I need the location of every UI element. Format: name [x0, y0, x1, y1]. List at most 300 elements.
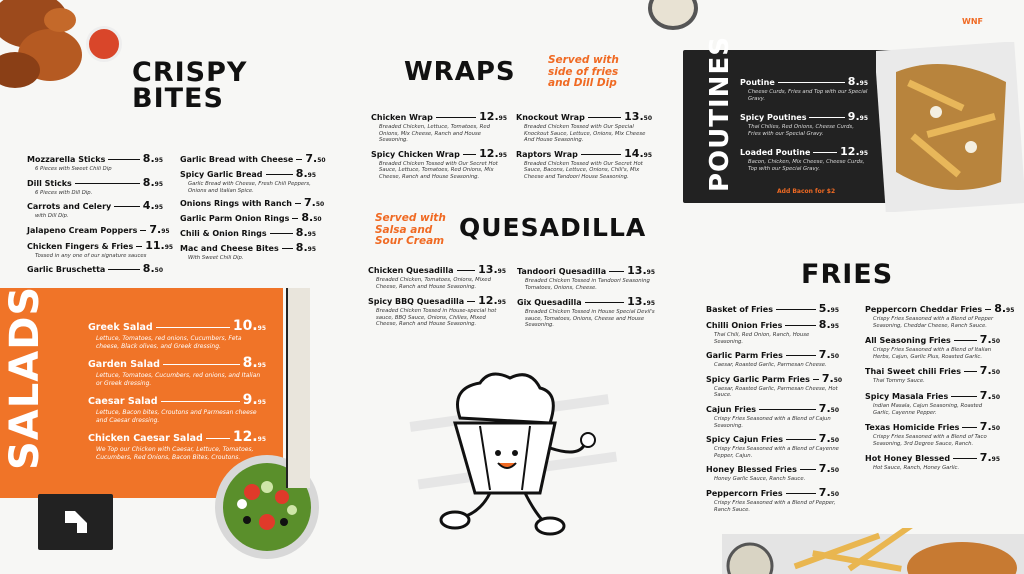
- menu-item-raptors-wrap: [516, 147, 652, 181]
- price-dollars: 13.: [624, 110, 644, 123]
- price-cents: 95: [257, 436, 266, 443]
- price-dollars: 7.: [979, 389, 992, 403]
- leader-line: [282, 248, 293, 249]
- crispy-title-line2: BITES: [132, 82, 224, 114]
- add-bacon-note: Add Bacon for $2: [777, 188, 836, 195]
- menu-item-price: [296, 241, 316, 254]
- menu-item-name: Greek Salad: [88, 322, 153, 333]
- menu-item-description: We Top our Chicken with Caesar, Lettuce, Tomatoes, Cucumbers, Red Onions, Bacon Bites, Croutons.: [96, 446, 254, 461]
- leader-line: [609, 271, 624, 272]
- menu-item-name: Loaded Poutine: [740, 148, 811, 158]
- fries-title: FRIES: [801, 259, 894, 290]
- price-dollars: 12.: [478, 294, 498, 308]
- price-cents: 50: [991, 338, 1000, 346]
- menu-item-name: Jalapeno Cream Poppers: [27, 225, 138, 235]
- leader-line: [985, 309, 991, 310]
- price-dollars: 9.: [847, 110, 860, 124]
- leader-line: [163, 364, 240, 365]
- price-dollars: 8.: [242, 355, 258, 371]
- menu-item-poutine: [740, 75, 868, 102]
- menu-item-loaded-poutine: [740, 145, 868, 172]
- leader-line: [954, 340, 977, 341]
- menu-item-peppercorn-fries: [706, 486, 839, 513]
- menu-item-price: [848, 75, 868, 88]
- menu-item-all-seasoning-fries: [865, 333, 1000, 360]
- menu-item-onions-rings-with-ranch: [180, 196, 325, 210]
- menu-item-row: [27, 222, 170, 236]
- price-dollars: 4.: [142, 199, 155, 213]
- menu-item-name: Garden Salad: [88, 359, 160, 370]
- leader-line: [436, 117, 476, 118]
- price-cents: 95: [307, 172, 316, 179]
- quesadilla-right-list: [517, 264, 655, 333]
- salads-list: [88, 318, 266, 466]
- menu-item-name: Mac and Cheese Bites: [180, 244, 279, 254]
- poutines-title: POUTINES: [705, 36, 735, 192]
- menu-item-description: Lettuce, Tomatoes, Cucumbers, red onions, and Italian or Greek dressing.: [96, 372, 261, 387]
- menu-item-name: Peppercorn Fries: [706, 489, 783, 499]
- menu-item-row: [865, 420, 1000, 433]
- menu-item-description: Crispy Fries Seasoned with a Blend of Pepper Seasoning, Cheddar Cheese, Ranch Sauce.: [873, 316, 994, 329]
- menu-item-description: Breaded Chicken Tossed in House Special Devil's sauce, Tomatoes, Onions, Cheese and House Seasoning.: [525, 309, 655, 329]
- leader-line: [813, 379, 819, 380]
- leader-line: [962, 427, 976, 428]
- menu-item-price: [822, 372, 842, 385]
- menu-item-name: Texas Homicide Fries: [865, 423, 960, 433]
- leader-line: [813, 152, 837, 153]
- menu-item-garlic-bruschetta: [27, 262, 163, 275]
- menu-item-name: Spicy Chicken Wrap: [371, 149, 460, 159]
- menu-item-description: Crispy Fries Seasoned with a Blend of Italian Herbs, Cajun, Garlic Plus, Roasted Garlic.: [873, 347, 992, 360]
- price-dollars: 7.: [818, 402, 831, 416]
- menu-item-row: [27, 238, 174, 252]
- price-cents: 50: [830, 437, 839, 445]
- menu-item-name: Chicken Quesadilla: [368, 266, 454, 275]
- menu-item-spicy-garlic-parm-fries: [706, 371, 843, 399]
- menu-item-row: [740, 110, 868, 123]
- menu-item-description: Thai Tommy Sauce.: [873, 378, 925, 385]
- menu-item-row: [740, 145, 868, 158]
- menu-item-caesar-salad: [88, 392, 266, 424]
- menu-item-name: Carrots and Celery: [27, 202, 112, 212]
- menu-item-row: [371, 110, 507, 123]
- menu-item-price: [143, 152, 163, 165]
- menu-item-name: Spicy Masala Fries: [865, 392, 949, 402]
- price-dollars: 8.: [295, 226, 308, 240]
- price-cents: 95: [497, 268, 506, 275]
- menu-item-description: Breaded Chicken Tossed with Our Special Knockout Sauce, Lettuce, Onions, Mix Cheese And House Seasoning.: [524, 124, 646, 144]
- menu-item-description: Crispy Fries Seasoned with a Blend of Pepper, Ranch Sauce.: [714, 500, 836, 513]
- menu-item-greek-salad: [88, 318, 266, 350]
- menu-item-honey-blessed-fries: [706, 462, 839, 483]
- menu-item-row: [180, 211, 322, 225]
- menu-item-name: Chicken Fingers & Fries: [27, 241, 134, 251]
- menu-item-description: Breaded Chicken Tossed with Our Secret Hot Sauce, Lettuce, Tomatoes, Red Onions, Mix Cheese, Ranch and House Seasoning.: [379, 160, 498, 181]
- menu-item-row: [706, 486, 839, 499]
- dip-bowl-top-image: [648, 0, 698, 30]
- menu-item-row: [27, 152, 163, 165]
- wraps-left-list: [371, 110, 507, 184]
- menu-item-chicken-quesadilla: [368, 263, 506, 290]
- menu-item-description: Thai Chilies, Red Onions, Cheese Curds, Fries with our Special Gravy.: [748, 124, 854, 137]
- price-cents: 50: [991, 369, 1000, 377]
- menu-item-row: [88, 318, 266, 334]
- menu-item-price: [478, 263, 506, 276]
- menu-item-price: [479, 147, 507, 160]
- leader-line: [75, 183, 140, 184]
- menu-item-price: [819, 318, 839, 331]
- price-cents: 95: [646, 269, 655, 276]
- price-cents: 95: [154, 180, 163, 188]
- menu-item-chilli-onion-fries: [706, 318, 839, 345]
- price-dollars: 11.: [145, 238, 165, 252]
- price-cents: 95: [643, 151, 652, 159]
- menu-item-row: [740, 75, 868, 88]
- price-dollars: 8.: [847, 75, 860, 88]
- price-dollars: 8.: [142, 175, 155, 189]
- menu-item-price: [980, 451, 1000, 464]
- leader-line: [951, 396, 977, 397]
- leader-line: [786, 439, 816, 440]
- menu-item-price: [624, 147, 652, 160]
- wraps-title: WRAPS: [404, 57, 516, 87]
- menu-item-description: Breaded Chicken Tossed in Tandoori Seasoning Tomatoes, Onions, Cheese.: [525, 278, 650, 291]
- leader-line: [786, 493, 816, 494]
- menu-item-name: Spicy Poutines: [740, 113, 807, 123]
- price-dollars: 8.: [994, 302, 1007, 315]
- leader-line: [463, 154, 476, 155]
- price-cents: 50: [317, 157, 326, 164]
- menu-item-spicy-masala-fries: [865, 389, 1000, 416]
- price-dollars: 7.: [818, 348, 831, 362]
- price-cents: 50: [991, 394, 1000, 402]
- menu-item-dill-sticks: [27, 176, 163, 197]
- leader-line: [108, 269, 139, 270]
- price-cents: 95: [498, 115, 507, 122]
- menu-item-row: [180, 152, 326, 165]
- price-cents: 50: [833, 376, 843, 384]
- menu-item-basket-of-fries: [706, 302, 839, 315]
- leader-line: [270, 233, 293, 234]
- price-dollars: 8.: [142, 262, 155, 276]
- price-cents: 95: [164, 243, 174, 251]
- menu-item-price: [840, 145, 868, 158]
- menu-item-price: [305, 152, 325, 165]
- menu-item-row: [368, 263, 506, 276]
- menu-item-price: [243, 392, 266, 408]
- leader-line: [759, 409, 816, 410]
- menu-item-description: Bacon, Chicken, Mix Cheese, Cheese Curds, Top with our Special Gravy.: [748, 159, 865, 173]
- menu-item-name: All Seasoning Fries: [865, 336, 951, 346]
- price-cents: 50: [991, 425, 1000, 433]
- leader-line: [296, 159, 302, 160]
- brand-app-icon: [38, 494, 113, 550]
- price-dollars: 7.: [979, 333, 992, 347]
- price-cents: 95: [646, 300, 655, 308]
- menu-item-price: [304, 196, 324, 209]
- price-cents: 95: [307, 231, 316, 239]
- menu-item-name: Onions Rings with Ranch: [180, 199, 292, 209]
- menu-item-price: [143, 262, 163, 275]
- menu-item-row: [27, 262, 163, 275]
- price-cents: 95: [257, 325, 266, 332]
- price-cents: 50: [643, 115, 652, 122]
- dip-sauce-image: [86, 26, 122, 62]
- price-cents: 95: [161, 227, 170, 235]
- wraps-note: Served with side of fries and Dill Dip: [548, 54, 619, 90]
- menu-item-row: [180, 196, 325, 210]
- menu-item-carrots-and-celery: [27, 199, 163, 220]
- menu-item-price: [819, 302, 839, 315]
- menu-item-name: Knockout Wrap: [516, 113, 585, 122]
- menu-item-name: Basket of Fries: [706, 305, 773, 314]
- menu-item-description: Breaded Chicken Tossed in House-special hot sauce, BBQ Sauce, Onions, Chilies, Mixed Cheese, Ranch and House Seasoning.: [376, 308, 497, 328]
- menu-item-description: Crispy Fries Seasoned with a Blend of Cajun Seasoning.: [714, 416, 831, 429]
- price-dollars: 12.: [840, 145, 860, 159]
- menu-item-price: [980, 389, 1000, 402]
- menu-item-name: Mozzarella Sticks: [27, 155, 106, 164]
- menu-item-description: Breaded Chicken, Lettuce, Tomatoes, Red Onions, Mix Cheese, Ranch and House Seasoning.: [379, 124, 490, 144]
- menu-item-name: Garlic Bruschetta: [27, 265, 106, 275]
- menu-item-chicken-wrap: [371, 110, 507, 144]
- crispy-left-list: [27, 152, 174, 278]
- menu-item-tandoori-quesadilla: [517, 264, 655, 291]
- menu-item-row: [706, 318, 839, 331]
- menu-item-spicy-garlic-bread: [180, 167, 316, 194]
- poutine-plate-image: [876, 42, 1024, 212]
- menu-item-price: [301, 211, 321, 224]
- menu-item-price: [627, 264, 655, 277]
- menu-item-name: Spicy Garlic Bread: [180, 170, 263, 179]
- leader-line: [467, 301, 475, 302]
- menu-item-row: [865, 451, 1000, 464]
- price-dollars: 7.: [979, 364, 992, 378]
- leader-line: [136, 246, 142, 247]
- menu-item-cajun-fries: [706, 402, 839, 429]
- menu-item-description: Breaded Chicken, Tomatoes, Onions, Mixed Cheese, Ranch and House Seasoning.: [376, 277, 491, 290]
- menu-item-row: [706, 402, 839, 415]
- menu-item-chili-onion-rings: [180, 226, 316, 239]
- menu-item-price: [296, 226, 316, 239]
- price-cents: 95: [257, 399, 266, 406]
- poutines-list: [740, 75, 868, 181]
- menu-item-row: [516, 110, 652, 123]
- menu-item-row: [865, 389, 1000, 402]
- price-dollars: 7.: [149, 222, 162, 236]
- menu-item-row: [27, 199, 163, 212]
- menu-item-name: Spicy Garlic Parm Fries: [706, 374, 810, 384]
- leader-line: [786, 355, 816, 356]
- menu-item-spicy-cajun-fries: [706, 432, 839, 459]
- menu-item-name: Gix Quesadilla: [517, 298, 582, 308]
- price-dollars: 7.: [305, 152, 318, 165]
- menu-item-row: [706, 432, 839, 445]
- menu-item-row: [865, 302, 1015, 315]
- menu-item-price: [819, 462, 839, 475]
- price-cents: 50: [154, 267, 163, 275]
- price-cents: 95: [154, 204, 163, 212]
- menu-item-row: [371, 147, 507, 160]
- price-cents: 95: [307, 246, 316, 254]
- menu-item-row: [88, 392, 266, 408]
- menu-item-name: Cajun Fries: [706, 405, 757, 415]
- wraps-right-list: [516, 110, 652, 184]
- price-dollars: 8.: [142, 152, 155, 165]
- menu-item-garlic-parm-fries: [706, 348, 839, 369]
- menu-item-spicy-chicken-wrap: [371, 147, 507, 181]
- price-dollars: 8.: [295, 167, 308, 180]
- menu-item-price: [819, 402, 839, 415]
- menu-item-price: [819, 486, 839, 499]
- menu-item-price: [233, 429, 266, 445]
- price-dollars: 7.: [818, 432, 831, 446]
- price-dollars: 13.: [478, 263, 498, 276]
- leader-line: [206, 438, 230, 439]
- leader-line: [292, 218, 298, 219]
- menu-item-name: Tandoori Quesadilla: [517, 267, 607, 276]
- menu-item-garlic-parm-onion-rings: [180, 211, 322, 225]
- chicken-mascot-image: [420, 368, 600, 538]
- menu-item-name: Chilli Onion Fries: [706, 321, 783, 330]
- price-dollars: 7.: [818, 462, 831, 476]
- leader-line: [457, 270, 476, 271]
- leader-line: [964, 371, 977, 372]
- menu-item-thai-sweet-chili-fries: [865, 364, 1000, 385]
- price-cents: 50: [830, 491, 839, 499]
- leader-line: [114, 206, 140, 207]
- menu-item-texas-homicide-fries: [865, 420, 1000, 447]
- price-dollars: 12.: [479, 110, 499, 123]
- menu-item-row: [180, 226, 316, 239]
- menu-item-row: [180, 241, 316, 254]
- leader-line: [140, 230, 146, 231]
- price-cents: 95: [830, 323, 839, 330]
- price-cents: 95: [1006, 307, 1015, 314]
- menu-item-hot-honey-blessed: [865, 451, 1000, 472]
- price-dollars: 8.: [301, 211, 314, 225]
- menu-item-description: Tossed in any one of our signature sauces: [35, 252, 147, 259]
- menu-item-description: with Dill Dip.: [35, 213, 69, 220]
- menu-item-price: [478, 294, 506, 307]
- menu-item-name: Chicken Caesar Salad: [88, 433, 203, 444]
- menu-item-name: Poutine: [740, 78, 775, 87]
- price-cents: 95: [859, 115, 868, 123]
- fries-right-list: [865, 302, 1015, 476]
- menu-item-name: Peppercorn Cheddar Fries: [865, 305, 983, 314]
- price-dollars: 13.: [627, 264, 647, 277]
- price-dollars: 13.: [627, 295, 647, 309]
- menu-item-price: [233, 318, 266, 334]
- menu-item-name: Spicy BBQ Quesadilla: [368, 297, 465, 307]
- crispy-title-line1: CRISPY: [132, 57, 248, 88]
- salads-title: SALADS: [2, 285, 48, 470]
- menu-item-name: Honey Blessed Fries: [706, 465, 797, 475]
- menu-item-description: Crispy Fries Seasoned with a Blend of Taco Seasoning, 3rd Degree Sauce, Ranch.: [873, 434, 987, 447]
- menu-item-description: Lettuce, Tomatoes, red onions, Cucumbers, Feta cheese, Black olives, and Greek dressing.: [96, 335, 242, 350]
- menu-item-name: Garlic Parm Onion Rings: [180, 214, 290, 224]
- crispy-title: [132, 57, 248, 114]
- menu-item-chicken-fingers-fries: [27, 238, 174, 260]
- menu-item-price: [143, 199, 163, 212]
- menu-item-row: [517, 264, 655, 277]
- menu-item-description: Caesar, Roasted Garlic, Parmesan Cheese, Hot Sauce.: [714, 385, 838, 399]
- menu-item-description: Crispy Fries Seasoned with a Blend of Cayenne Pepper, Cajun.: [714, 446, 839, 459]
- price-cents: 95: [859, 80, 868, 87]
- leader-line: [776, 309, 816, 310]
- menu-item-description: Caesar, Roasted Garlic, Parmesan Cheese.: [714, 362, 827, 369]
- price-cents: 95: [497, 299, 506, 307]
- chicken-wings-image: [0, 0, 95, 100]
- menu-item-description: Thai Chili, Red Onion, Ranch, House Seasoning.: [714, 332, 810, 345]
- leader-line: [581, 154, 621, 155]
- menu-item-name: Thai Sweet chili Fries: [865, 367, 961, 377]
- price-cents: 95: [859, 150, 868, 158]
- menu-item-mac-and-cheese-bites: [180, 241, 316, 262]
- price-dollars: 8.: [295, 241, 308, 255]
- menu-item-name: Raptors Wrap: [516, 149, 578, 159]
- menu-item-knockout-wrap: [516, 110, 652, 144]
- price-cents: 50: [830, 353, 839, 361]
- menu-item-spicy-poutines: [740, 110, 868, 137]
- leader-line: [588, 117, 621, 118]
- menu-item-name: Caesar Salad: [88, 396, 158, 407]
- menu-item-row: [706, 348, 839, 361]
- price-cents: 95: [498, 151, 507, 159]
- menu-item-price: [980, 364, 1000, 377]
- price-dollars: 12.: [479, 146, 499, 160]
- price-cents: 50: [830, 407, 839, 415]
- leader-line: [800, 469, 816, 470]
- brand-logo-text: WNF: [962, 17, 983, 26]
- menu-item-name: Garlic Parm Fries: [706, 351, 783, 361]
- menu-item-row: [180, 167, 316, 180]
- menu-item-price: [243, 355, 266, 371]
- menu-item-name: Hot Honey Blessed: [865, 454, 951, 464]
- quesadilla-title: QUESADILLA: [459, 213, 647, 242]
- menu-item-price: [994, 302, 1014, 315]
- menu-item-description: Breaded Chicken Tossed with Our Secret Hot Sauce, Bacons, Lettuce, Onions, Chili's, Mix Cheese and Tandoori House Seasoning.: [524, 160, 643, 181]
- menu-item-row: [706, 302, 839, 315]
- price-cents: 50: [315, 201, 325, 209]
- menu-item-row: [368, 294, 506, 307]
- menu-item-row: [706, 462, 839, 475]
- crispy-right-list: [180, 152, 326, 264]
- menu-item-peppercorn-cheddar-fries: [865, 302, 1015, 329]
- menu-item-price: [296, 167, 316, 180]
- price-dollars: 7.: [303, 196, 316, 210]
- menu-item-price: [848, 110, 868, 123]
- menu-item-description: Hot Sauce, Ranch, Honey Garlic.: [873, 465, 960, 472]
- menu-item-price: [479, 110, 507, 123]
- menu-item-description: With Sweet Chili Dip.: [188, 255, 244, 262]
- price-dollars: 8.: [818, 318, 831, 331]
- menu-item-price: [980, 420, 1000, 433]
- price-cents: 95: [991, 456, 1000, 464]
- menu-item-name: Chicken Wrap: [371, 113, 433, 122]
- price-dollars: 12.: [232, 429, 258, 445]
- price-dollars: 7.: [979, 420, 992, 434]
- menu-item-row: [706, 371, 843, 385]
- menu-item-row: [865, 364, 1000, 377]
- leader-line: [156, 327, 230, 328]
- leader-line: [785, 325, 815, 326]
- price-cents: 95: [830, 307, 839, 314]
- menu-item-price: [143, 176, 163, 189]
- fries-basket-image: [722, 528, 1024, 574]
- leader-line: [585, 302, 624, 303]
- price-dollars: 7.: [818, 486, 831, 500]
- price-dollars: 7.: [979, 451, 992, 465]
